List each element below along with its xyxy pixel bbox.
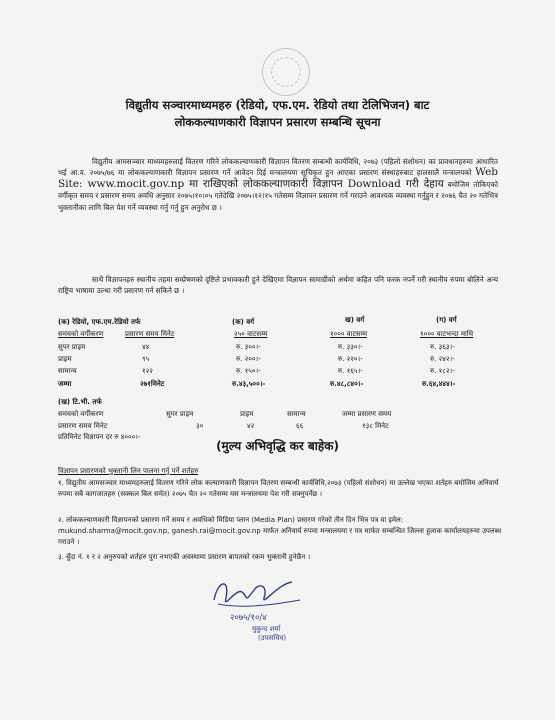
radio-row-rate-a: रु. २००।- (236, 355, 261, 363)
tv-col-category: समयको वर्गीकरण (58, 410, 104, 418)
language-text: साथै विज्ञापनहरु स्थानीय तहमा सम्प्रेषणको दृष्टिले प्रभावकारी हुने देखिएमा विज्ञापन सामाग्रीको अर्थमा कहित पनि फरक नपर्ने गरी स्थानीय रुपमा बोलिने अन्य राष्ट्रिय भाषामा उल्था गरी प्रसारण गर्न सकिने छ । (58, 275, 498, 296)
tv-row-label: प्रसारण समय मिनेट (58, 422, 108, 430)
conditions-heading (58, 466, 503, 477)
signature-date: २०७५/१०/४ (230, 613, 267, 623)
signature-name: मुकुन्द शर्मा (252, 625, 281, 633)
signature-mark (208, 570, 318, 642)
radio-subhead-250w: २५० वाटसम्म (234, 330, 268, 338)
conditions-heading-text: विज्ञापन प्रसारणको भुक्तानी लिन पालना गर्नु पर्ने शर्तहरु (58, 467, 199, 475)
radio-row-rate-a: रु. १५०।- (236, 367, 261, 375)
radio-total-b: रु.४८,८४०।- (330, 380, 364, 388)
radio-total-label: जम्मा (58, 380, 72, 388)
radio-row-rate-c: रु. २४२।- (430, 355, 455, 363)
radio-subhead-above-1000w: १००० वाटभन्दा माथि (420, 330, 474, 338)
radio-table-heading: (क) रेडियो, एफ.एम.रेडियो तर्फ (58, 318, 141, 326)
radio-col-b-head: ख) वर्ग (345, 316, 365, 324)
intro-paragraph (58, 156, 498, 213)
radio-total-a: रु.४३,५००।- (232, 380, 266, 388)
tv-col-general: सामान्य (287, 410, 306, 418)
radio-row-label: सामान्य (58, 367, 77, 375)
tv-col-super-prime: सुपर प्राइम (166, 410, 194, 418)
radio-row-label: प्राइम (58, 355, 72, 363)
radio-row-minutes: ९५ (142, 355, 150, 363)
intro-text-a: विद्युतीय आमसञ्चार माध्यमहरुलाई वितरण गरिने लोककल्याणकारी विज्ञापन वितरण सम्बन्धी कार्यविधि, २०७३ (पहिलो संशोधन) का प्रावधानहरुमा आधारित भई आ.व. २०७५/७६ मा लोककल्याणकारी विज्ञापन प्रसारण गर्ने आवेदन दिई मन्त्रालयमा सूचिकृत हुन आएका प्रसारण संस्थाहरुबाट हालसालै मन्त्रालयको (58, 157, 498, 178)
notice-title-line2: लोककल्याणकारी विज्ञापन प्रसारण सम्बन्धि सूचना (174, 115, 381, 129)
condition-item-2: २. लोककल्याणकारी विज्ञापनको प्रसारण गर्ने समय र अवधिको मिडिया प्लान (Media Plan) प्रसारण गरेको तीन दिन भित्र पत्र वा इमेल: mukund.sharma@mocit.gov.np, ganesh.rai@mocit.gov.np मार्फत अनिवार्य रुपमा मन्त्रालयमा र पत्र मार्फत सम्बन्धित जिल्ला हुलाक कार्यालयहरुमा उपलब्ध गराउने । (58, 516, 502, 546)
radio-total-c: रु.६४,४४४।- (422, 380, 456, 388)
ministry-stamp (262, 48, 310, 96)
radio-col-c-head: (ग) वर्ग (436, 316, 457, 324)
website-line: Web Site: www.mocit.gov.np मा राखिएको लोककल्याणकारी विज्ञापन Download गरी देहाय (58, 166, 499, 190)
tv-col-prime: प्राइम (240, 410, 254, 418)
radio-row-rate-b: रु. २२०।- (338, 355, 363, 363)
radio-subhead-1000w: १००० वाटसम्म (330, 330, 368, 338)
language-paragraph (58, 274, 498, 297)
tv-value-super-prime: ३० (196, 422, 204, 430)
radio-row-minutes: ४४ (142, 343, 150, 351)
notice-title-line1: विद्युतीय सञ्चारमाध्यमहरु (रेडियो, एफ.एम. रेडियो तथा टेलिभिजन) बाट (125, 98, 430, 112)
radio-row-label: सुपर प्राइम (58, 343, 86, 351)
radio-col-a-head: (क) वर्ग (232, 318, 255, 326)
tv-value-prime: ४२ (247, 422, 255, 430)
condition-item-3: ३. बुँदा नं. १ र २ अनुरुपको शर्तहरु पुरा नभएकी अवस्थामा प्रसारण बापतको रकम भुक्तानी हुनेछैन । (58, 553, 311, 561)
tv-value-general: ६६ (296, 422, 304, 430)
tv-value-total: १३८ मिनेट (362, 422, 389, 430)
radio-row-rate-c: रु. १८२।- (430, 367, 455, 375)
radio-row-rate-b: रु. १६५।- (338, 367, 363, 375)
vat-note: (मुल्य अभिवृद्धि कर बाहेक) (216, 439, 339, 453)
radio-row-minutes: १२२ (142, 367, 153, 375)
intro-text-b: बमोजिम तोकिएको वर्गीकृत समय र प्रसारण समय अवधि अनुसार २०७५।१०।०५ गतेदेखि २०७५।१२।१५ गतेसम्म विज्ञापन प्रसारण गर्ने गराउने आवश्यक व्यवस्था गर्नुहुन र २०७६ चैत २० गतेभित्र भुक्तानीका लागि बिल पेश गर्ने व्यवस्था गर्नु गर्नु हुन अनुरोध छ । (58, 179, 498, 212)
radio-total-minutes: २७१मिनेट (140, 380, 165, 388)
tv-col-total-time: जम्मा प्रसारण समय (342, 410, 392, 418)
radio-subhead-category: समयको वर्गीकरण (58, 330, 104, 338)
radio-subhead-minutes: प्रसारण समय मिनेट (125, 330, 175, 338)
condition-item-1: १. विद्युतीय आमसञ्चार माध्यमहरुलाई वितरण गरिने लोक कल्याणकारी विज्ञापन वितरण सम्बन्धी कार्यविधि,२०७३ (पहिलो संशोधन) मा उल्लेख भएका शर्तहरु बमोजिम अनिवार्य रुपमा सबै कागजातहरु (सक्कल बिल समेत) २०७५ चैत २० गतेसम्म यस मन्त्रालयमा पेश गरी सक्नुपर्नेछ । (58, 479, 499, 498)
tv-rate: प्रतिमिनेट विज्ञापन दर रु ४०००।- (58, 433, 141, 441)
radio-row-rate-c: रु. ३६३।- (430, 343, 455, 351)
radio-row-rate-a: रु. ३००।- (236, 343, 261, 351)
tv-table-heading: (ख) टि.भी. तर्फ (58, 398, 102, 406)
radio-row-rate-b: रु. ३३०।- (338, 343, 363, 351)
signature-title: (उपसचिव) (258, 634, 287, 642)
